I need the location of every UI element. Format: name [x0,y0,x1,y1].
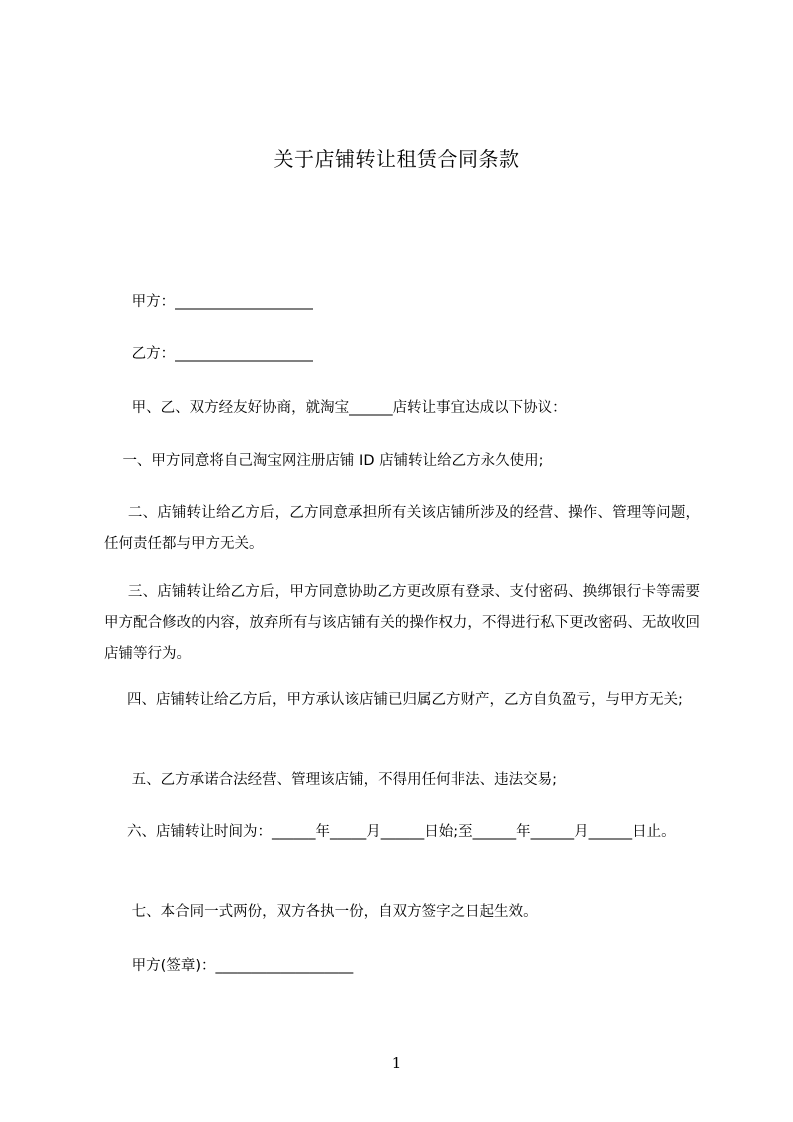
party-a-signature-line: 甲方(签章)：___________________ [104,958,354,974]
clause-6: 六、店铺转让时间为：______年_____月______日始;至______年______月______日止。 [104,824,676,840]
clause-2: 二、店铺转让给乙方后，乙方同意承担所有关该店铺所涉及的经营、操作、管理等问题，任何责任都与甲方无关。 [104,505,701,552]
clause-3: 三、店铺转让给乙方后，甲方同意协助乙方更改原有登录、支付密码、换绑银行卡等需要甲方配合修改的内容，放弃所有与该店铺有关的操作权力，不得进行私下更改密码、无故收回店铺等行为。 [104,584,701,662]
document-title: 关于店铺转让租赁合同条款 [273,147,520,171]
agreement-intro: 甲、乙、双方经友好协商，就淘宝______店转让事宜达成以下协议： [104,400,567,416]
clause-7: 七、本合同一式两份，双方各执一份，自双方签字之日起生效。 [104,904,538,920]
clause-4: 四、店铺转让给乙方后，甲方承认该店铺已归属乙方财产，乙方自负盈亏，与甲方无关; [104,692,683,708]
page-number: 1 [391,1054,402,1072]
party-b-line: 乙方：___________________ [104,346,313,362]
clause-1: 一、甲方同意将自己淘宝网注册店铺 ID 店铺转让给乙方永久使用; [104,453,544,469]
clause-5: 五、乙方承诺合法经营、管理该店铺，不得用任何非法、违法交易; [104,772,558,788]
party-a-line: 甲方：___________________ [104,294,313,310]
